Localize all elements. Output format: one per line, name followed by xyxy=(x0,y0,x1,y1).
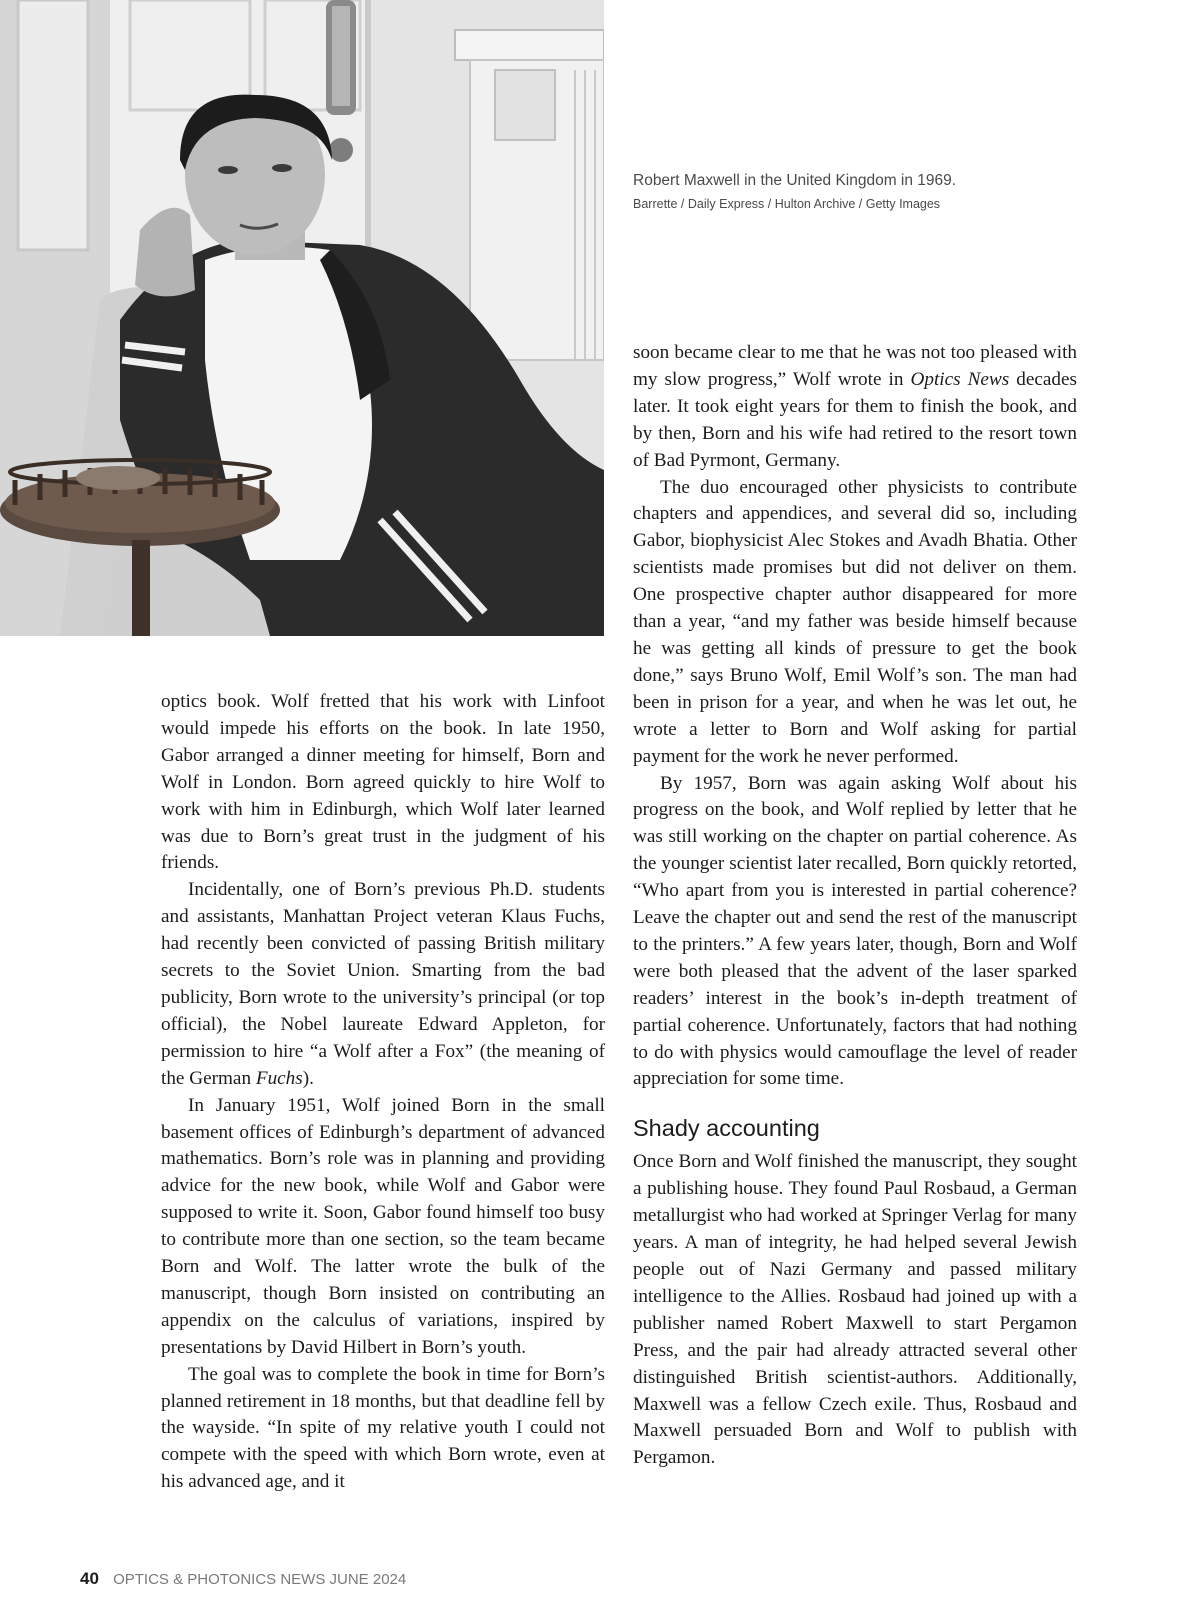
robert-maxwell-photo xyxy=(0,0,604,636)
publication-name: OPTICS & PHOTONICS NEWS JUNE 2024 xyxy=(113,1571,407,1588)
caption-text: Robert Maxwell in the United Kingdom in 1969. xyxy=(633,172,957,189)
paragraph: The goal was to complete the book in time for Born’s planned retirement in 18 months, but that deadline fell by the wayside. “In spite of my relative youth I could not compete with the speed with which Born wrote, even at his advanced age, and it xyxy=(161,1363,605,1493)
photo-credit: Barrette / Daily Express / Hulton Archive / Getty Images xyxy=(633,197,941,211)
photo-caption xyxy=(633,170,1153,213)
right-column xyxy=(633,340,1077,1472)
paragraph: Once Born and Wolf finished the manuscript, they sought a publishing house. They found Paul Rosbaud, a German metallurgist who had worked at Springer Verlag for many years. A man of integrity, he had helped several Jewish people out of Nazi Germany and passed military intelligence to the Allies. Rosbaud had joined up with a publisher named Robert Maxwell to start Pergamon Press, and the pair had already attracted several other distinguished British scientist-authors. Additionally, Maxwell was a fellow Czech exile. Thus, Rosbaud and Maxwell persuaded Born and Wolf to publish with Pergamon. xyxy=(633,1151,1077,1469)
paragraph: The duo encouraged other physicists to contribute chapters and appendices, and several did so, including Gabor, biophysicist Alec Stokes and Avadh Bhatia. Other scientists made promises but did not deliver on them. One prospective chapter author disappeared for more than a year, “and my father was beside himself because he was getting all kinds of pressure to get the book done,” says Bruno Wolf, Emil Wolf’s son. The man had been in prison for a year, and when he was let out, he wrote a letter to Born and Wolf asking for partial payment for the work he never performed. xyxy=(633,476,1077,767)
left-column xyxy=(161,689,605,1496)
paragraph: Incidentally, one of Born’s previous Ph.D. students and assistants, Manhattan Project veteran Klaus Fuchs, had recently been convicted of passing British military secrets to the Soviet Union. Smarting from the bad publicity, Born wrote to the university’s principal (or top official), the Nobel laureate Edward Appleton, for permission to hire “a Wolf after a Fox” (the meaning of the German Fuchs). xyxy=(161,879,605,1089)
paragraph: By 1957, Born was again asking Wolf about his progress on the book, and Wolf replied by letter that he was still working on the chapter on partial coherence. As the younger scientist later recalled, Born quickly retorted, “Who apart from you is interested in partial coherence? Leave the chapter out and send the rest of the manuscript to the printers.” A few years later, though, Born and Wolf were both pleased that the advent of the laser sparked readers’ interest in the book’s in-depth treatment of partial coherence. Unfortunately, factors that had nothing to do with physics would camouflage the level of reader appreciation for some time. xyxy=(633,772,1077,1090)
paragraph: soon became clear to me that he was not too pleased with my slow progress,” Wolf wrote in Optics News decades later. It took eight years for them to finish the book, and by then, Born and his wife had retired to the resort town of Bad Pyrmont, Germany. xyxy=(633,342,1077,471)
section-heading: Shady accounting xyxy=(633,1115,820,1142)
page-number: 40 xyxy=(80,1569,99,1588)
page-footer xyxy=(80,1569,406,1589)
paragraph: optics book. Wolf fretted that his work with Linfoot would impede his efforts on the book. In late 1950, Gabor arranged a dinner meeting for himself, Born and Wolf in London. Born agreed quickly to hire Wolf to work with him in Edinburgh, which Wolf later learned was due to Born’s great trust in the judgment of his friends. xyxy=(161,691,605,874)
paragraph: In January 1951, Wolf joined Born in the small basement offices of Edinburgh’s department of advanced mathematics. Born’s role was in planning and providing advice for the new book, while Wolf and Gabor were supposed to write it. Soon, Gabor found himself too busy to contribute more than one section, so the team became Born and Wolf. The latter wrote the bulk of the manuscript, though Born insisted on contributing an appendix on the calculus of variations, inspired by presentations by David Hilbert in Born’s youth. xyxy=(161,1094,605,1358)
